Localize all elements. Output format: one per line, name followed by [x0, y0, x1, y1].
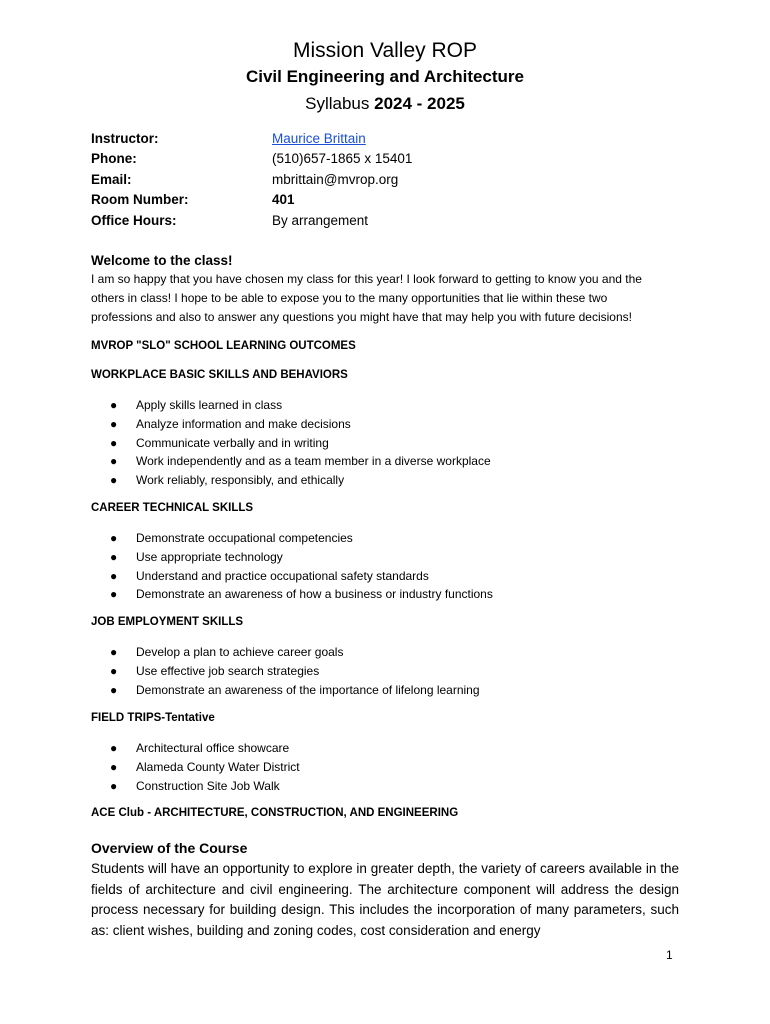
- overview-heading: Overview of the Course: [91, 840, 248, 856]
- course-title: Civil Engineering and Architecture: [245, 67, 525, 86]
- bullet-icon: ●: [110, 531, 118, 545]
- list-item: [110, 777, 300, 796]
- bullet-icon: ●: [110, 416, 118, 431]
- list-item: [110, 585, 493, 604]
- room-row: [91, 190, 691, 210]
- phone-label: Phone:: [91, 151, 137, 167]
- list-item: [110, 434, 491, 453]
- list-item: [110, 681, 480, 700]
- welcome-line: others in class! I hope to be able to expose you to the many opportunities that lie within these two: [91, 291, 608, 305]
- welcome-paragraph: [91, 270, 691, 327]
- list-item-text: Demonstrate occupational competencies: [136, 531, 353, 545]
- list-item-text: Demonstrate an awareness of the importance of lifelong learning: [136, 682, 480, 697]
- bullet-icon: ●: [110, 741, 118, 755]
- list-item: [110, 529, 493, 548]
- list-item: [110, 452, 491, 471]
- bullet-icon: ●: [110, 435, 118, 450]
- email-label: Email:: [91, 171, 132, 187]
- contact-info: [91, 129, 691, 231]
- list-item-text: Work independently and as a team member in a diverse workplace: [136, 454, 491, 469]
- instructor-value: [272, 129, 366, 149]
- career-heading: CAREER TECHNICAL SKILLS: [91, 502, 254, 514]
- email-value: mbrittain@mvrop.org: [272, 171, 399, 187]
- page-number: 1: [666, 948, 673, 962]
- bullet-icon: ●: [110, 587, 118, 602]
- email-row: [91, 170, 691, 190]
- overview-paragraph: Students will have an opportunity to explore in greater depth, the variety of careers available in the fields of architecture and civil engineering. The architecture component will address the design process necessary for building design. This includes the incorporation of many parameters, such as: client wishes, building and zoning codes, cost consideration and energy: [91, 861, 679, 938]
- list-item: [110, 662, 480, 681]
- list-item: [110, 415, 491, 434]
- welcome-heading: Welcome to the class!: [91, 253, 233, 268]
- bullet-icon: ●: [110, 759, 118, 774]
- room-label: Room Number:: [91, 192, 189, 208]
- list-item: [110, 567, 493, 586]
- bullet-icon: ●: [110, 568, 118, 583]
- bullet-icon: ●: [110, 549, 118, 564]
- instructor-label: Instructor:: [91, 131, 159, 146]
- workplace-heading: WORKPLACE BASIC SKILLS AND BEHAVIORS: [91, 369, 348, 381]
- office-hours-value: By arrangement: [272, 212, 369, 228]
- room-value: 401: [272, 192, 295, 208]
- slo-heading: MVROP "SLO" SCHOOL LEARNING OUTCOMES: [91, 340, 356, 352]
- bullet-icon: ●: [110, 645, 118, 659]
- bullet-icon: ●: [110, 682, 118, 697]
- list-item: [110, 548, 493, 567]
- office-hours-label: Office Hours:: [91, 212, 177, 228]
- list-item-text: Communicate verbally and in writing: [136, 435, 329, 450]
- syllabus-prefix: Syllabus: [305, 94, 375, 113]
- instructor-row: [91, 129, 691, 149]
- bullet-icon: ●: [110, 778, 118, 793]
- welcome-line: I am so happy that you have chosen my class for this year! I look forward to getting to know you and the: [91, 272, 642, 286]
- field-trips-heading: FIELD TRIPS-Tentative: [91, 712, 215, 724]
- welcome-line: professions and also to answer any questions you might have that may help you with future decisions!: [91, 310, 632, 324]
- workplace-list: [110, 396, 491, 490]
- job-list: [110, 643, 480, 699]
- list-item-text: Architectural office showcare: [136, 741, 290, 755]
- job-heading: JOB EMPLOYMENT SKILLS: [91, 616, 244, 628]
- bullet-icon: ●: [110, 454, 118, 469]
- bullet-icon: ●: [110, 663, 118, 678]
- syllabus-year: 2024 - 2025: [374, 94, 465, 113]
- bullet-icon: ●: [110, 398, 118, 412]
- list-item-text: Develop a plan to achieve career goals: [136, 645, 344, 659]
- office-hours-row: [91, 211, 691, 231]
- phone-value: (510)657-1865 x 15401: [272, 151, 413, 167]
- bullet-icon: ●: [110, 473, 118, 488]
- field-trips-list: [110, 739, 300, 795]
- list-item: [110, 471, 491, 490]
- career-list: [110, 529, 493, 604]
- list-item-text: Analyze information and make decisions: [136, 416, 351, 431]
- list-item-text: Work reliably, responsibly, and ethically: [136, 473, 345, 488]
- title-block: [0, 38, 770, 118]
- list-item-text: Construction Site Job Walk: [136, 778, 280, 793]
- list-item-text: Use appropriate technology: [136, 549, 283, 564]
- list-item: [110, 396, 491, 415]
- syllabus-line: [0, 90, 770, 118]
- school-name: Mission Valley ROP: [293, 39, 477, 62]
- list-item: [110, 758, 300, 777]
- list-item-text: Alameda County Water District: [136, 759, 300, 774]
- list-item-text: Demonstrate an awareness of how a business or industry functions: [136, 587, 493, 602]
- list-item-text: Apply skills learned in class: [136, 398, 283, 412]
- ace-club-heading: ACE Club - ARCHITECTURE, CONSTRUCTION, AND ENGINEERING: [91, 807, 459, 819]
- list-item-text: Use effective job search strategies: [136, 663, 320, 678]
- list-item-text: Understand and practice occupational safety standards: [136, 568, 429, 583]
- list-item: [110, 643, 480, 662]
- instructor-link[interactable]: Maurice Brittain: [272, 131, 366, 146]
- list-item: [110, 739, 300, 758]
- phone-row: [91, 149, 691, 169]
